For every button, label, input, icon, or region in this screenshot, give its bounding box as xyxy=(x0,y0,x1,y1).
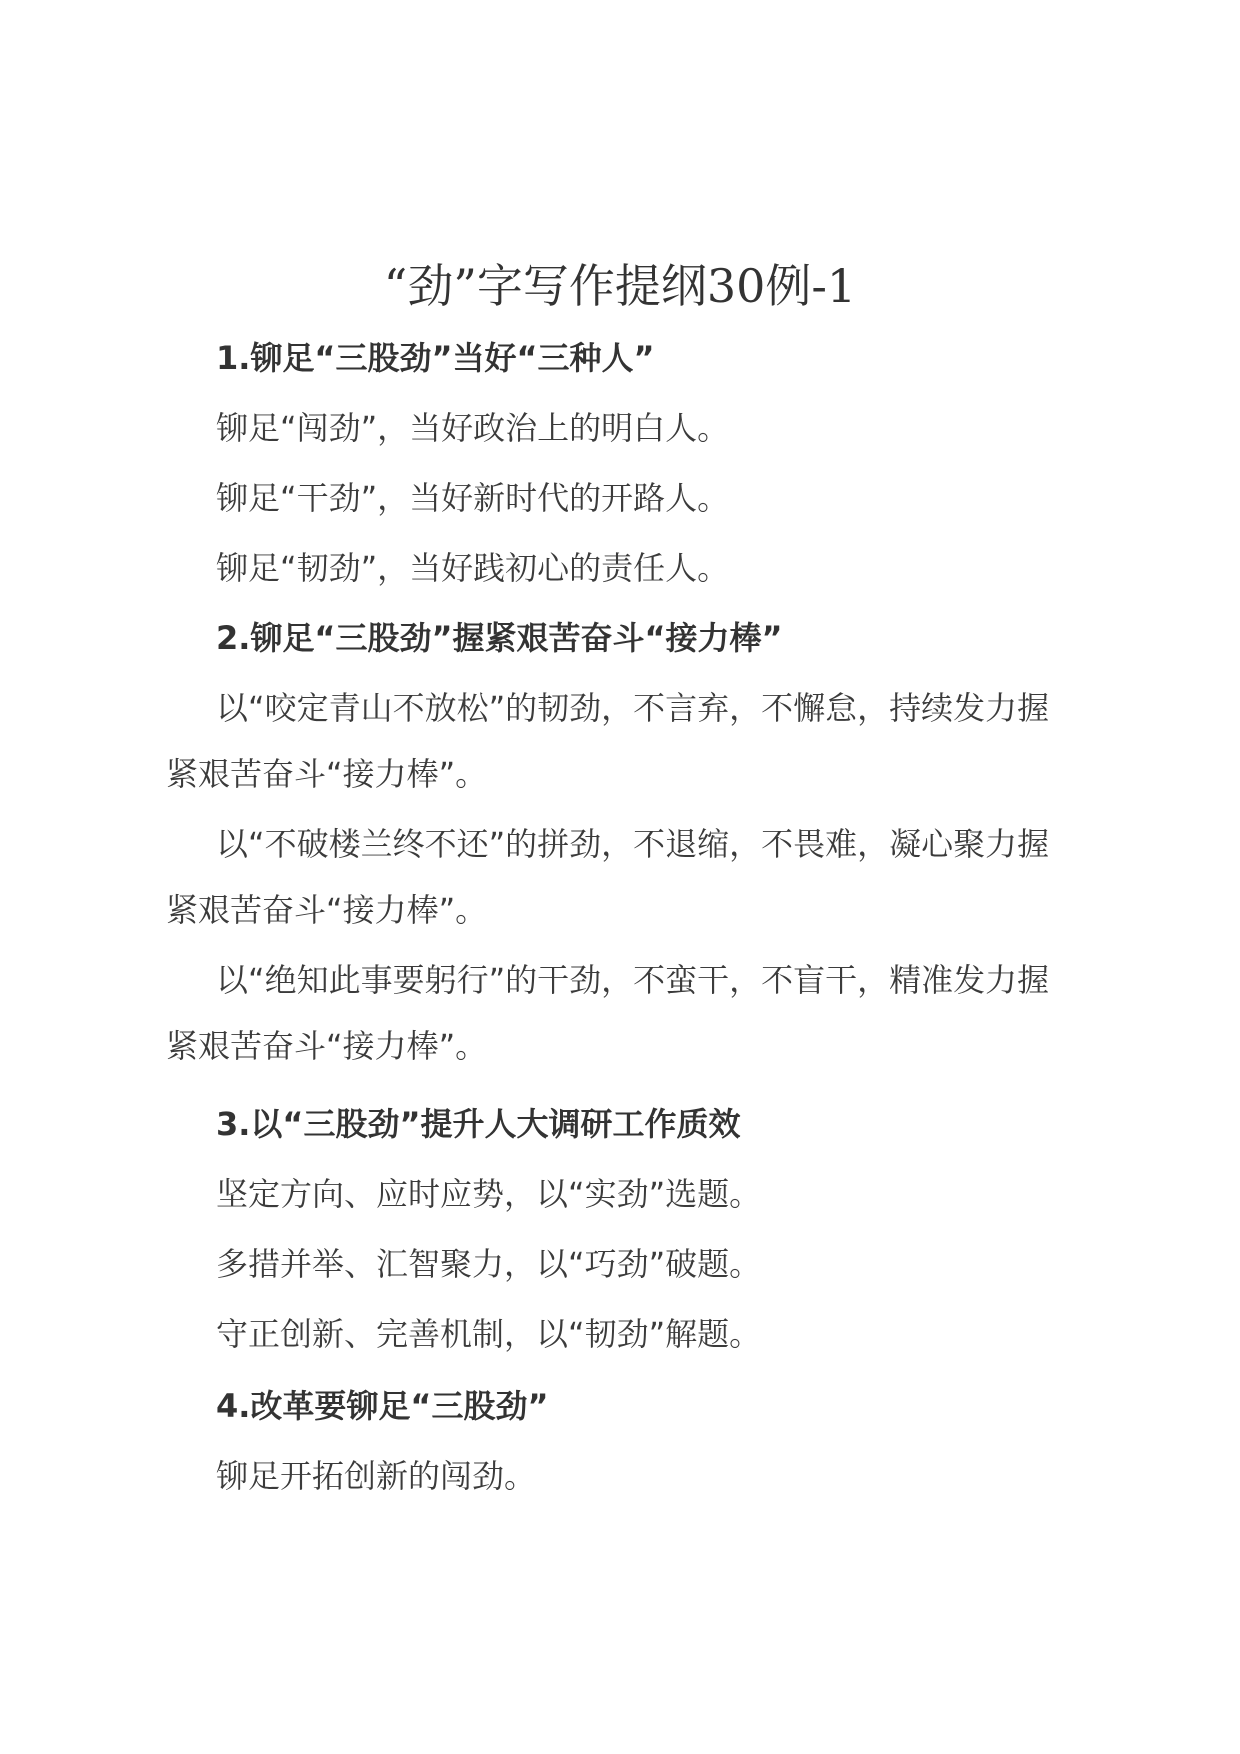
paragraph-2-1-line-2: 紧艰苦奋斗“接力棒”。 xyxy=(166,755,488,793)
section-heading-1: 1.铆足“三股劲”当好“三种人” xyxy=(216,339,655,377)
document-title: “劲”字写作提纲30例-1 xyxy=(383,259,857,313)
paragraph-1-3: 铆足“韧劲”，当好践初心的责任人。 xyxy=(216,549,730,587)
paragraph-2-3-line-2: 紧艰苦奋斗“接力棒”。 xyxy=(166,1027,488,1065)
paragraph-2-1-line-1: 以“咬定青山不放松”的韧劲，不言弃，不懈怠，持续发力握 xyxy=(216,689,1050,727)
paragraph-4-1: 铆足开拓创新的闯劲。 xyxy=(216,1457,537,1495)
paragraph-2-2-line-1: 以“不破楼兰终不还”的拼劲，不退缩，不畏难，凝心聚力握 xyxy=(216,825,1050,863)
paragraph-3-2: 多措并举、汇智聚力，以“巧劲”破题。 xyxy=(216,1245,762,1283)
paragraph-1-2: 铆足“干劲”，当好新时代的开路人。 xyxy=(216,479,730,517)
paragraph-2-3-line-1: 以“绝知此事要躬行”的干劲，不蛮干，不盲干，精准发力握 xyxy=(216,961,1050,999)
section-heading-4: 4.改革要铆足“三股劲” xyxy=(216,1387,549,1425)
paragraph-3-1: 坚定方向、应时应势，以“实劲”选题。 xyxy=(216,1175,762,1213)
section-heading-3: 3.以“三股劲”提升人大调研工作质效 xyxy=(216,1105,741,1143)
paragraph-3-3: 守正创新、完善机制，以“韧劲”解题。 xyxy=(216,1315,762,1353)
section-heading-2: 2.铆足“三股劲”握紧艰苦奋斗“接力棒” xyxy=(216,619,783,657)
paragraph-1-1: 铆足“闯劲”，当好政治上的明白人。 xyxy=(216,409,730,447)
paragraph-2-2-line-2: 紧艰苦奋斗“接力棒”。 xyxy=(166,891,488,929)
